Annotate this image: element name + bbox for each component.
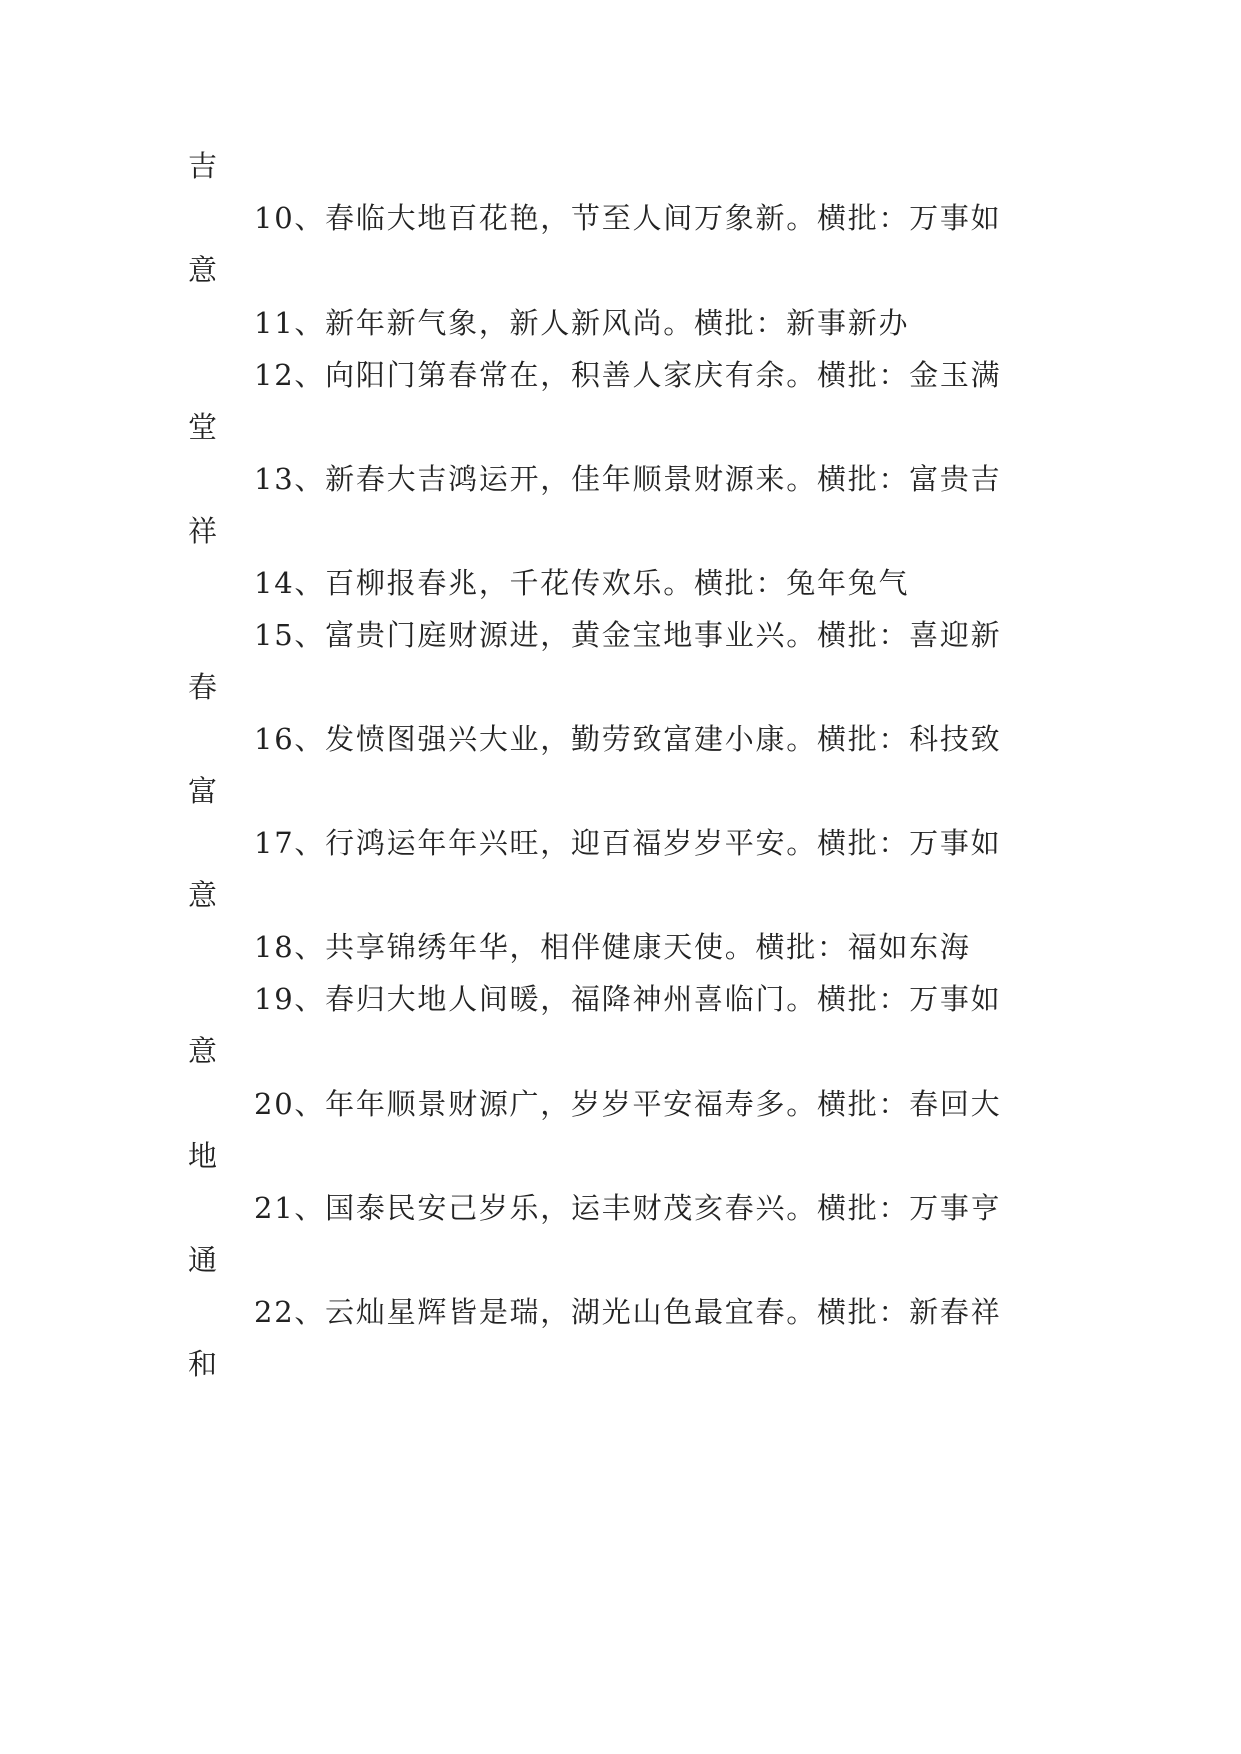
text-line: 意 (188, 1034, 219, 1068)
text-line: 12、向阳门第春常在，积善人家庆有余。横批：金玉满 (254, 358, 1002, 392)
text-line: 堂 (188, 410, 219, 444)
text-line: 祥 (188, 514, 219, 548)
text-line: 11、新年新气象，新人新风尚。横批：新事新办 (254, 306, 910, 340)
text-line: 22、云灿星辉皆是瑞，湖光山色最宜春。横批：新春祥 (254, 1295, 1002, 1329)
text-line: 20、年年顺景财源广，岁岁平安福寿多。横批：春回大 (254, 1087, 1002, 1121)
text-line: 17、行鸿运年年兴旺，迎百福岁岁平安。横批：万事如 (254, 826, 1002, 860)
text-line: 意 (188, 253, 219, 287)
text-line: 吉 (188, 149, 219, 183)
text-line: 18、共享锦绣年华，相伴健康天使。横批：福如东海 (254, 930, 971, 964)
text-line: 富 (188, 774, 219, 808)
text-line: 15、富贵门庭财源进，黄金宝地事业兴。横批：喜迎新 (254, 618, 1002, 652)
text-line: 春 (188, 670, 219, 704)
text-line: 14、百柳报春兆，千花传欢乐。横批：兔年兔气 (254, 566, 910, 600)
text-line: 19、春归大地人间暖，福降神州喜临门。横批：万事如 (254, 982, 1002, 1016)
text-line: 意 (188, 878, 219, 912)
text-line: 16、发愤图强兴大业，勤劳致富建小康。横批：科技致 (254, 722, 1002, 756)
text-line: 21、国泰民安己岁乐，运丰财茂亥春兴。横批：万事亨 (254, 1191, 1002, 1225)
text-line: 通 (188, 1243, 219, 1277)
text-line: 地 (188, 1139, 219, 1173)
text-line: 和 (188, 1347, 219, 1381)
text-line: 10、春临大地百花艳，节至人间万象新。横批：万事如 (254, 201, 1002, 235)
text-line: 13、新春大吉鸿运开，佳年顺景财源来。横批：富贵吉 (254, 462, 1002, 496)
